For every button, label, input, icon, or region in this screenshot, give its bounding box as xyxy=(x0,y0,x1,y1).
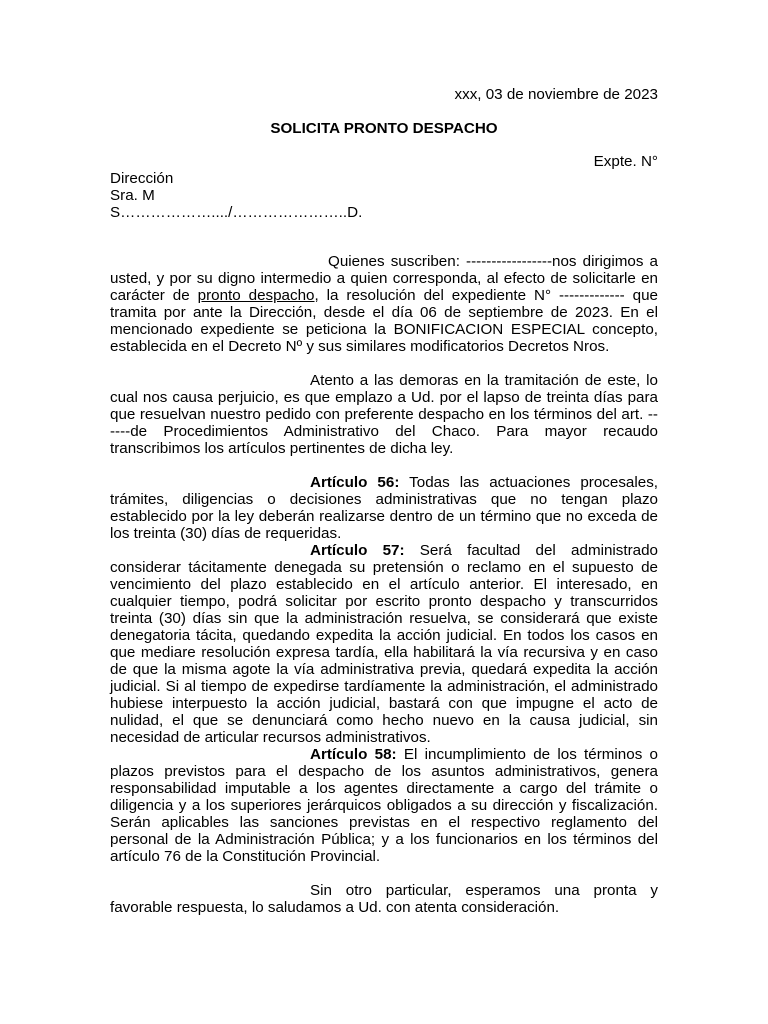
paragraph-closing xyxy=(110,882,658,916)
paragraph-request xyxy=(110,253,658,355)
addressee-line-2: Sra. M xyxy=(110,187,155,204)
underlined-term: pronto despacho xyxy=(197,287,315,304)
paragraph-request-text-b: , la resolución del expediente N° ------------- que tramita por ante la Dirección, desde el día 06 de septiembre de 2023. En el mencionado expediente se peticiona la BONIFICACION ESPECIAL concepto, establecida en el Decreto Nº y sus similares modificatorios Decretos Nros. xyxy=(110,287,659,355)
document-date: xxx, 03 de noviembre de 2023 xyxy=(454,86,658,103)
article-58-text: El incumplimiento de los términos o plazos previstos para el despacho de los asuntos administrativos, genera responsabilidad imputable a los agentes directamente a cargo del trámite o diligencia y a los superiores jerárquicos obligados a su dirección y fiscalización. Serán aplicables las sanciones previstas en el respectivo reglamento del personal de la Administración Pública; y a los funcionarios en los términos del artículo 76 de la Constitución Provincial. xyxy=(110,746,659,865)
addressee-line-3: S………………..../…………………..D. xyxy=(110,204,363,221)
article-56 xyxy=(110,474,658,542)
document-page xyxy=(110,0,658,1024)
paragraph-request-text-a: Quienes suscriben: -----------------nos dirigimos a usted, y por su digno intermedio a quien corresponda, al efecto de solicitarle en carácter de xyxy=(110,253,658,304)
paragraph-delay-text: Atento a las demoras en la tramitación de este, lo cual nos causa perjuicio, es que emplazo a Ud. por el lapso de treinta días para que resuelvan nuestro pedido con preferente despacho en los términos del art. ------de Procedimientos Administrativo del Chaco. Para mayor recaudo transcribimos los artículos pertinentes de dicha ley. xyxy=(110,372,658,457)
article-57-text: Será facultad del administrado considerar tácitamente denegada su pretensión o reclamo en el supuesto de vencimiento del plazo establecido en el artículo anterior. El interesado, en cualquier tiempo, podrá solicitar por escrito pronto despacho y transcurridos treinta (30) días sin que la administración resuelva, se considerará que existe denegatoria tácita, quedando expedita la acción judicial. En todos los casos en que mediare resolución expresa tardía, ella habilitará la vía recursiva y en caso de que la misma agote la vía administrativa previa, quedará expedita la acción judicial. Si al tiempo de expedirse tardíamente la administración, el administrado hubiese interpuesto la acción judicial, bastará con que impugne el acto de nulidad, el que se denunciará como hecho nuevo en la causa judicial, sin necesidad de articular recursos administrativos. xyxy=(110,542,658,746)
document-body xyxy=(110,253,658,916)
document-title: SOLICITA PRONTO DESPACHO xyxy=(270,120,498,137)
addressee-line-1: Dirección xyxy=(110,170,174,187)
article-56-text: Todas las actuaciones procesales, trámites, diligencias o decisiones administrativas que no tengan plazo establecido por la ley deberán realizarse dentro de un término que no exceda de los treinta (30) días de requeridas. xyxy=(110,474,659,542)
article-57 xyxy=(110,542,658,746)
paragraph-delay xyxy=(110,372,658,457)
addressee-block xyxy=(110,170,362,221)
article-56-label: Artículo 56: xyxy=(310,474,400,491)
article-58-label: Artículo 58: xyxy=(310,746,397,763)
expediente-number: Expte. N° xyxy=(593,153,658,170)
article-57-label: Artículo 57: xyxy=(310,542,405,559)
article-58 xyxy=(110,746,658,865)
paragraph-closing-text: Sin otro particular, esperamos una pronta y favorable respuesta, lo saludamos a Ud. con atenta consideración. xyxy=(110,882,658,916)
